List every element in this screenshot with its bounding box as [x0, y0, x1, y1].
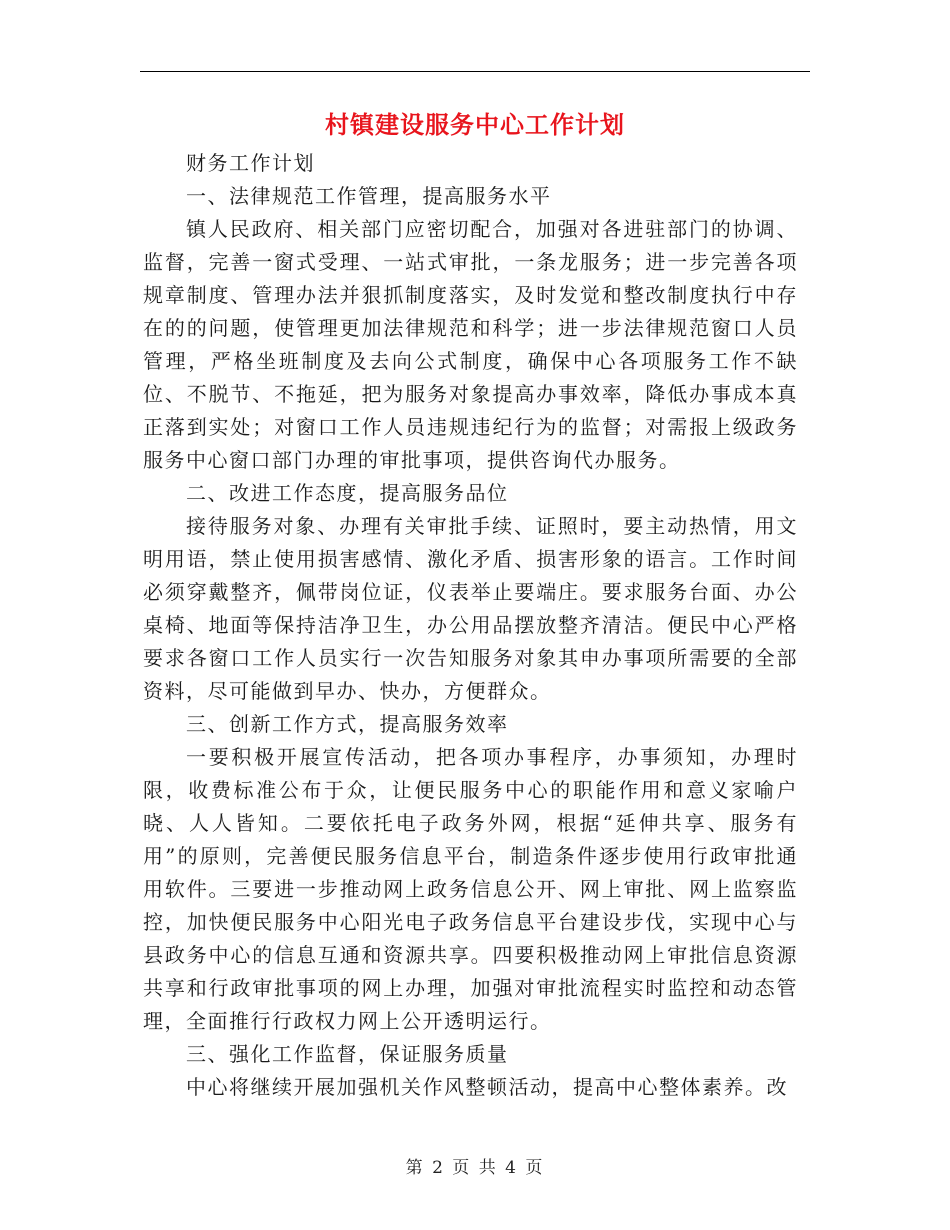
paragraph-4: 中心将继续开展加强机关作风整顿活动，提高中心整体素养。改 [186, 1075, 788, 1099]
section-heading-4: 三、强化工作监督，保证服务质量 [186, 1042, 509, 1066]
section-heading-1: 一、法律规范工作管理，提高服务水平 [186, 184, 552, 208]
page-number: 第 2 页 共 4 页 [405, 1158, 545, 1178]
paragraph-2: 接待服务对象、办理有关审批手续、证照时，要主动热情，用文明用语，禁止使用损害感情、激化矛盾、损害形象的语言。工作时间必须穿戴整齐，佩带岗位证，仪表举止要端庄。要求服务台面、办公桌椅、地面等保持洁净卫生，办公用品摆放整齐清洁。便民中心严格要求各窗口工作人员实行一次告知服务对象其申办事项所需要的全部资料，尽可能做到早办、快办，方便群众。 [143, 514, 798, 703]
document-title: 村镇建设服务中心工作计划 [325, 111, 625, 139]
paragraph-1: 镇人民政府、相关部门应密切配合，加强对各进驻部门的协调、监督，完善一窗式受理、一站式审批，一条龙服务；进一步完善各项规章制度、管理办法并狠抓制度落实，及时发觉和整改制度执行中存在的的问题，使管理更加法律规范和科学；进一步法律规范窗口人员管理，严格坐班制度及去向公式制度，确保中心各项服务工作不缺位、不脱节、不拖延，把为服务对象提高办事效率，降低办事成本真正落到实处；对窗口工作人员违规违纪行为的监督；对需报上级政务服务中心窗口部门办理的审批事项，提供咨询代办服务。 [143, 217, 798, 472]
paragraph-3: 一要积极开展宣传活动，把各项办事程序，办事须知，办理时限，收费标准公布于众，让便民服务中心的职能作用和意义家喻户晓、人人皆知。二要依托电子政务外网，根据“延伸共享、服务有用”的原则，完善便民服务信息平台，制造条件逐步使用行政审批通用软件。三要进一步推动网上政务信息公开、网上审批、网上监察监控，加快便民服务中心阳光电子政务信息平台建设步伐，实现中心与县政务中心的信息互通和资源共享。四要积极推动网上审批信息资源共享和行政审批事项的网上办理，加强对审批流程实时监控和动态管理，全面推行行政权力网上公开透明运行。 [143, 745, 798, 1033]
section-label: 财务工作计划 [186, 151, 315, 175]
section-heading-3: 三、创新工作方式，提高服务效率 [186, 712, 509, 736]
section-heading-2: 二、改进工作态度，提高服务品位 [186, 481, 509, 505]
document-body [143, 147, 798, 1104]
header-rule [140, 71, 810, 72]
